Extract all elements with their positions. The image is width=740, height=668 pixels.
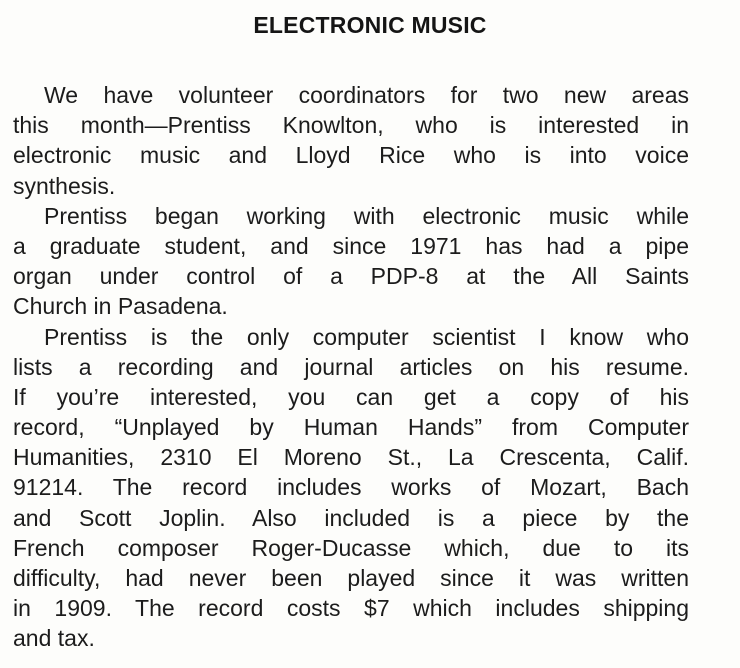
text-line: We have volunteer coordinators for two new areas bbox=[44, 82, 689, 108]
text-line: Prentiss began working with electronic music while bbox=[44, 202, 689, 229]
text-line: electronic music and Lloyd Rice who is into voice bbox=[13, 142, 689, 169]
paragraph-2 bbox=[13, 201, 689, 322]
text-line: 91214. The record includes works of Mozart, Bach bbox=[13, 474, 689, 501]
text-line: difficulty, had never been played since it was written bbox=[13, 565, 689, 591]
text-line: a graduate student, and since 1971 has had a pipe bbox=[13, 232, 689, 259]
text-line: organ under control of a PDP-8 at the All Saints bbox=[13, 263, 689, 290]
text-line: this month—Prentiss Knowlton, who is interested in bbox=[13, 112, 689, 139]
article-heading: ELECTRONIC MUSIC bbox=[253, 12, 487, 38]
text-line: in 1909. The record costs $7 which includes shipping bbox=[13, 595, 689, 622]
text-line: Prentiss is the only computer scientist I know who bbox=[44, 323, 689, 350]
text-line: and Scott Joplin. Also included is a piece by the bbox=[13, 504, 689, 531]
text-line: lists a recording and journal articles on his resume. bbox=[13, 353, 689, 380]
text-line: Church in Pasadena. bbox=[13, 293, 228, 320]
text-line: and tax. bbox=[13, 625, 95, 652]
paragraph-3 bbox=[13, 322, 689, 654]
text-line: If you’re interested, you can get a copy of his bbox=[13, 383, 689, 410]
text-line: synthesis. bbox=[13, 172, 116, 199]
text-line: Humanities, 2310 El Moreno St., La Crescenta, Calif. bbox=[13, 444, 689, 471]
article-body bbox=[13, 80, 689, 654]
text-line: record, “Unplayed by Human Hands” from Computer bbox=[13, 414, 689, 441]
text-line: French composer Roger-Ducasse which, due to its bbox=[13, 534, 689, 561]
paragraph-1 bbox=[13, 80, 689, 201]
